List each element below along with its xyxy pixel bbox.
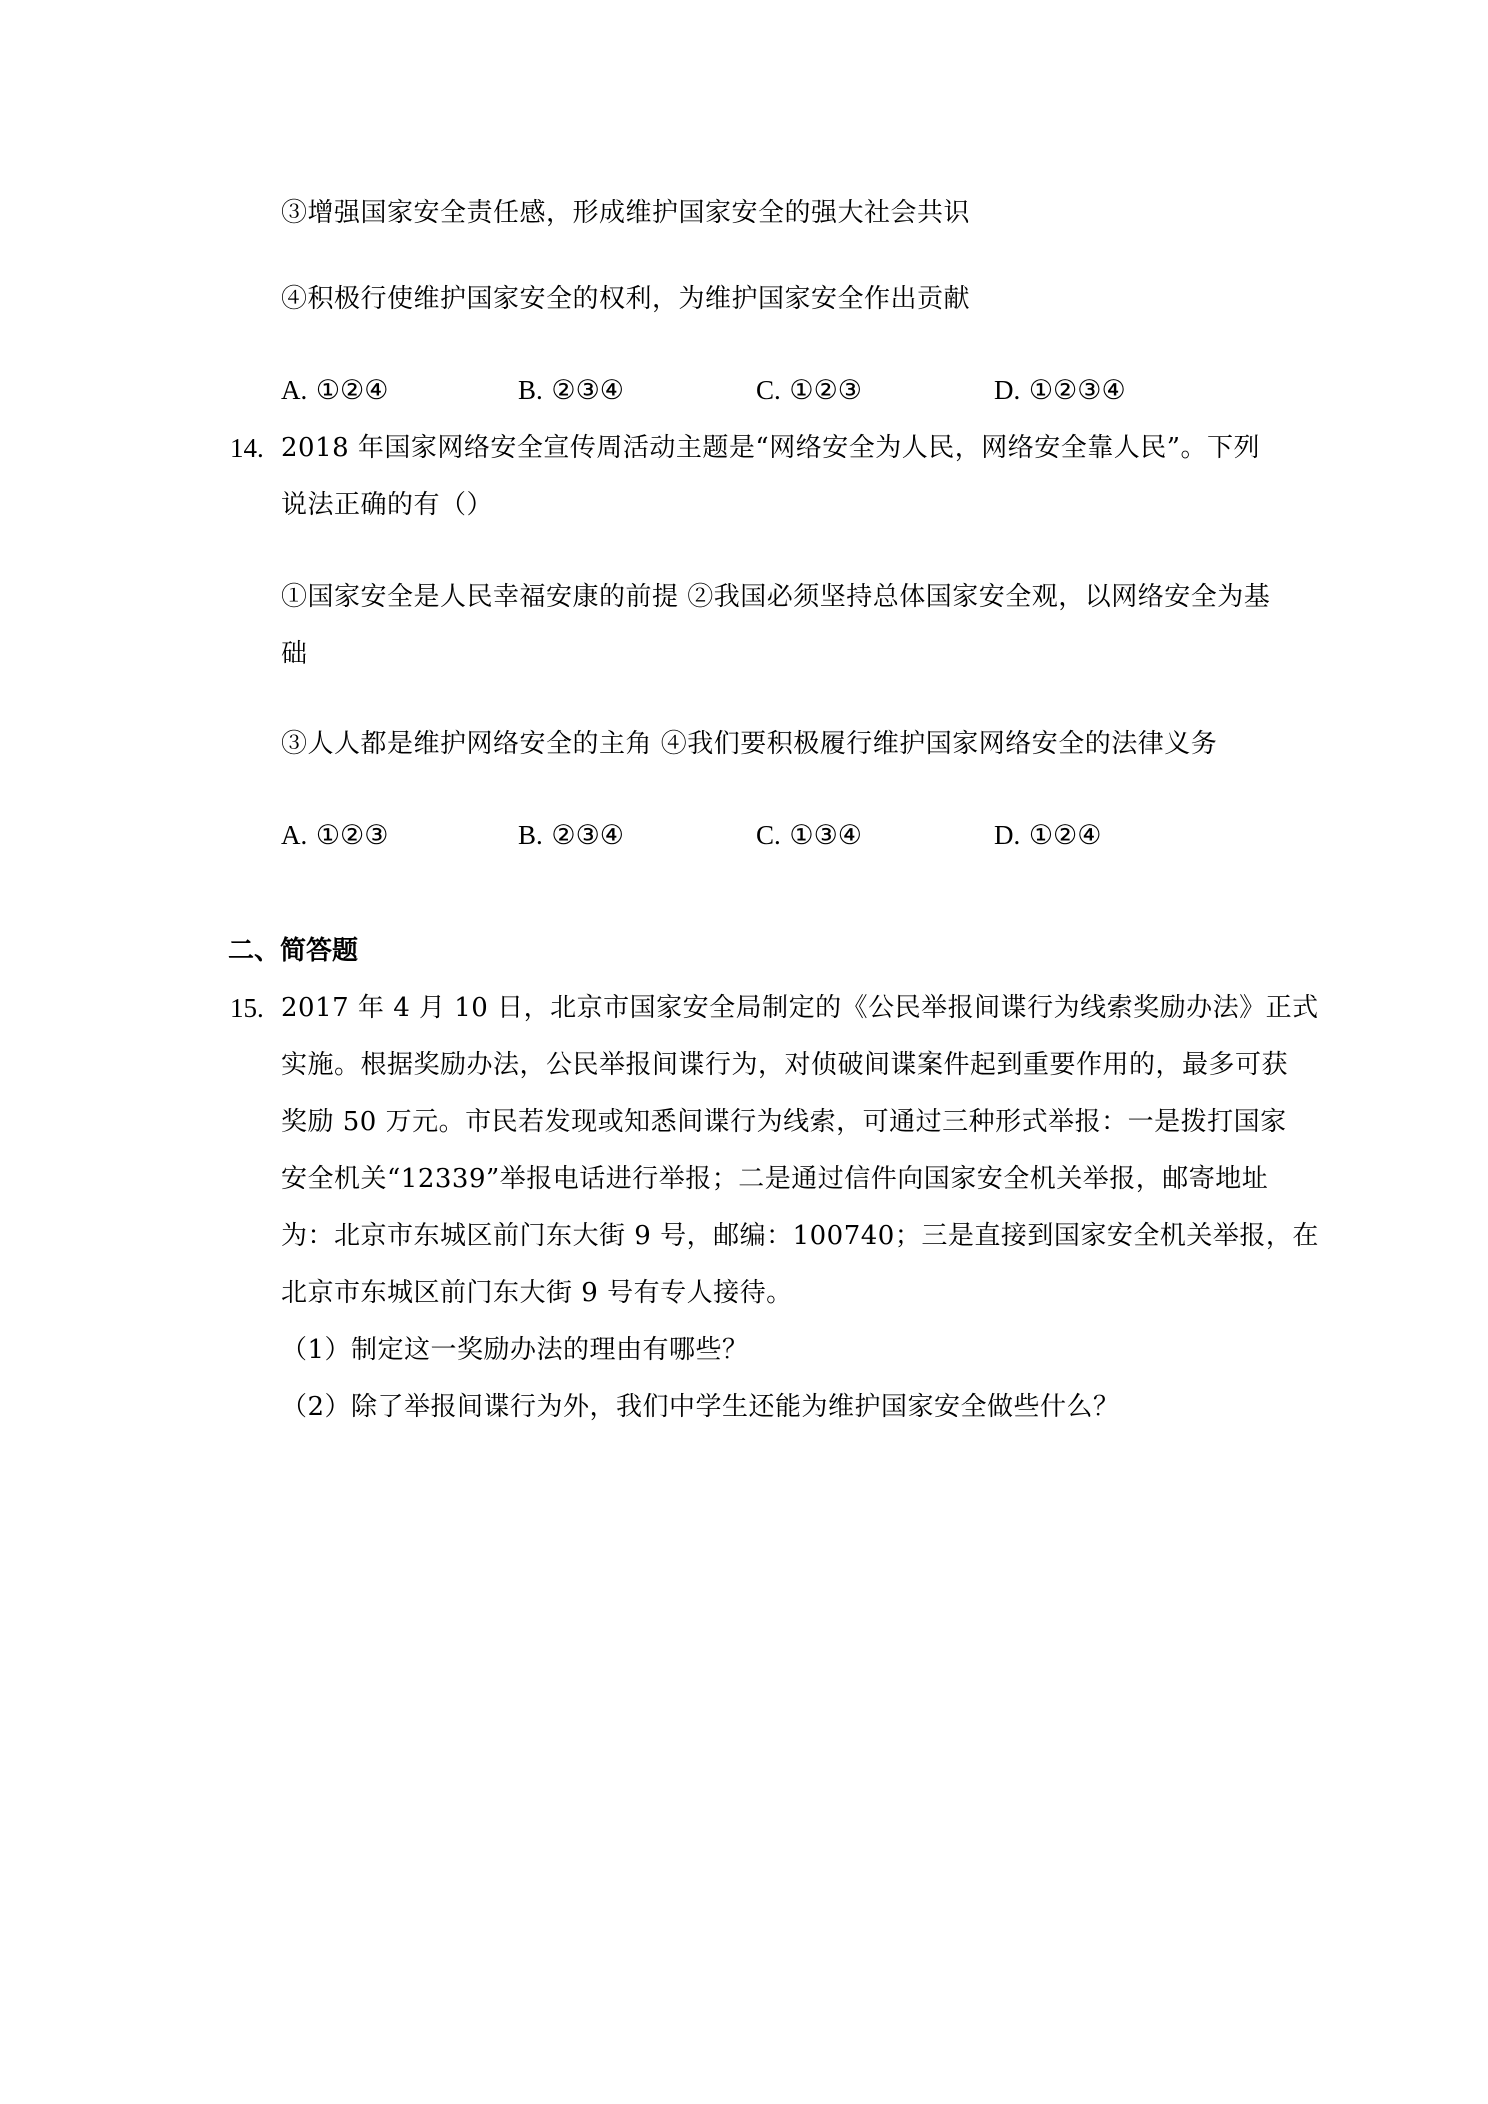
q13-option-d bbox=[994, 373, 1126, 408]
q13-option-b bbox=[518, 373, 624, 408]
q13-option-a-text: ①②④ bbox=[315, 375, 389, 406]
q14-option-d-text: ①②④ bbox=[1028, 820, 1102, 851]
q14-option-c bbox=[756, 818, 862, 853]
q14-number: 14. bbox=[230, 433, 264, 463]
q15-number: 15. bbox=[230, 993, 264, 1023]
q14-stem-line-1: 2018 年国家网络安全宣传周活动主题是“网络安全为人民，网络安全靠人民”。下列 bbox=[281, 433, 1261, 463]
q13-option-d-letter: D. bbox=[994, 375, 1021, 405]
q14-option-c-text: ①③④ bbox=[789, 820, 862, 851]
q13-option-d-text: ①②③④ bbox=[1028, 375, 1126, 406]
q14-option-a bbox=[281, 818, 388, 853]
q13-option-c-text: ①②③ bbox=[789, 375, 862, 406]
q15-line-6: 北京市东城区前门东大街 9 号有专人接待。 bbox=[281, 1278, 793, 1308]
q14-option-a-text: ①②③ bbox=[315, 820, 389, 851]
q14-option-b bbox=[518, 818, 624, 853]
q15-line-5: 为：北京市东城区前门东大街 9 号，邮编：100740；三是直接到国家安全机关举报，在 bbox=[281, 1221, 1319, 1251]
q14-stem-line-2: 说法正确的有（） bbox=[281, 490, 494, 520]
q13-item-4: ④积极行使维护国家安全的权利，为维护国家安全作出贡献 bbox=[281, 284, 971, 314]
q14-option-b-letter: B. bbox=[518, 820, 543, 850]
q15-line-3: 奖励 50 万元。市民若发现或知悉间谍行为线索，可通过三种形式举报：一是拨打国家 bbox=[281, 1107, 1287, 1137]
q13-option-c-letter: C. bbox=[756, 375, 781, 405]
q14-option-d bbox=[994, 818, 1101, 853]
q14-items-line-1: ①国家安全是人民幸福安康的前提 ②我国必须坚持总体国家安全观，以网络安全为基 bbox=[281, 582, 1271, 612]
q14-option-d-letter: D. bbox=[994, 820, 1021, 850]
q13-option-a-letter: A. bbox=[281, 375, 308, 405]
q13-option-b-text: ②③④ bbox=[551, 375, 624, 406]
q15-line-1: 2017 年 4 月 10 日，北京市国家安全局制定的《公民举报间谍行为线索奖励办法》正式 bbox=[281, 993, 1319, 1023]
q15-line-4: 安全机关“12339”举报电话进行举报；二是通过信件向国家安全机关举报，邮寄地址 bbox=[281, 1164, 1269, 1194]
q15-subquestion-1: （1）制定这一奖励办法的理由有哪些？ bbox=[281, 1335, 749, 1365]
q15-subquestion-2: （2）除了举报间谍行为外，我们中学生还能为维护国家安全做些什么？ bbox=[281, 1392, 1120, 1422]
q14-option-a-letter: A. bbox=[281, 820, 308, 850]
q13-option-a bbox=[281, 373, 388, 408]
q13-option-c bbox=[756, 373, 862, 408]
q14-option-c-letter: C. bbox=[756, 820, 781, 850]
q14-option-b-text: ②③④ bbox=[551, 820, 624, 851]
section-title-short-answer: 二、简答题 bbox=[228, 936, 359, 966]
q13-item-3: ③增强国家安全责任感，形成维护国家安全的强大社会共识 bbox=[281, 198, 971, 228]
q15-line-2: 实施。根据奖励办法，公民举报间谍行为，对侦破间谍案件起到重要作用的，最多可获 bbox=[281, 1050, 1289, 1080]
q14-items-line-2: 础 bbox=[281, 639, 308, 669]
q14-items-line-3: ③人人都是维护网络安全的主角 ④我们要积极履行维护国家网络安全的法律义务 bbox=[281, 729, 1218, 759]
q13-option-b-letter: B. bbox=[518, 375, 543, 405]
